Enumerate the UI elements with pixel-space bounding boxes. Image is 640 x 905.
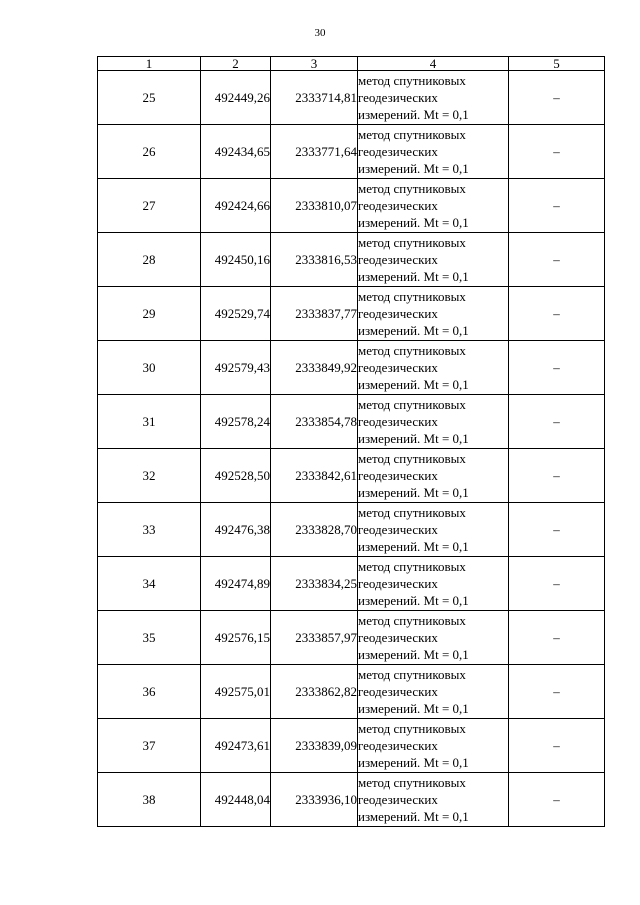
x-coordinate-cell: 492529,74 [201, 287, 271, 341]
note-cell: – [509, 125, 605, 179]
header-col-1: 1 [98, 57, 201, 71]
method-line: геодезических [358, 306, 438, 321]
method-cell [358, 611, 509, 665]
method-line: измерений. Mt = 0,1 [358, 431, 469, 446]
method-line: метод спутниковых [358, 775, 466, 790]
method-line: геодезических [358, 252, 438, 267]
method-line: измерений. Mt = 0,1 [358, 755, 469, 770]
method-line: метод спутниковых [358, 721, 466, 736]
method-line: геодезических [358, 630, 438, 645]
y-coordinate-cell: 2333810,07 [271, 179, 358, 233]
point-number-cell: 28 [98, 233, 201, 287]
table-row [98, 395, 605, 449]
method-cell [358, 719, 509, 773]
x-coordinate-cell: 492473,61 [201, 719, 271, 773]
y-coordinate-cell: 2333936,10 [271, 773, 358, 827]
note-cell: – [509, 395, 605, 449]
note-cell: – [509, 557, 605, 611]
header-col-5: 5 [509, 57, 605, 71]
method-line: измерений. Mt = 0,1 [358, 485, 469, 500]
table-row [98, 71, 605, 125]
method-line: метод спутниковых [358, 235, 466, 250]
x-coordinate-cell: 492575,01 [201, 665, 271, 719]
table-row [98, 665, 605, 719]
method-line: метод спутниковых [358, 451, 466, 466]
method-line: геодезических [358, 468, 438, 483]
method-cell [358, 233, 509, 287]
method-cell [358, 665, 509, 719]
method-line: измерений. Mt = 0,1 [358, 647, 469, 662]
note-cell: – [509, 719, 605, 773]
y-coordinate-cell: 2333816,53 [271, 233, 358, 287]
header-col-3: 3 [271, 57, 358, 71]
x-coordinate-cell: 492528,50 [201, 449, 271, 503]
method-line: метод спутниковых [358, 559, 466, 574]
point-number-cell: 27 [98, 179, 201, 233]
header-col-4: 4 [358, 57, 509, 71]
point-number-cell: 29 [98, 287, 201, 341]
note-cell: – [509, 449, 605, 503]
method-cell [358, 287, 509, 341]
point-number-cell: 25 [98, 71, 201, 125]
table-row [98, 125, 605, 179]
x-coordinate-cell: 492450,16 [201, 233, 271, 287]
method-cell [358, 449, 509, 503]
note-cell: – [509, 503, 605, 557]
note-cell: – [509, 71, 605, 125]
note-cell: – [509, 233, 605, 287]
method-line: метод спутниковых [358, 181, 466, 196]
table-row [98, 287, 605, 341]
method-cell [358, 503, 509, 557]
note-cell: – [509, 287, 605, 341]
method-cell [358, 773, 509, 827]
table-row [98, 557, 605, 611]
method-line: измерений. Mt = 0,1 [358, 323, 469, 338]
method-line: измерений. Mt = 0,1 [358, 377, 469, 392]
point-number-cell: 35 [98, 611, 201, 665]
x-coordinate-cell: 492578,24 [201, 395, 271, 449]
method-line: геодезических [358, 522, 438, 537]
y-coordinate-cell: 2333839,09 [271, 719, 358, 773]
table-row [98, 719, 605, 773]
point-number-cell: 26 [98, 125, 201, 179]
point-number-cell: 37 [98, 719, 201, 773]
y-coordinate-cell: 2333862,82 [271, 665, 358, 719]
table-row [98, 179, 605, 233]
point-number-cell: 32 [98, 449, 201, 503]
y-coordinate-cell: 2333837,77 [271, 287, 358, 341]
method-line: геодезических [358, 576, 438, 591]
note-cell: – [509, 773, 605, 827]
x-coordinate-cell: 492448,04 [201, 773, 271, 827]
method-line: геодезических [358, 90, 438, 105]
header-col-2: 2 [201, 57, 271, 71]
point-number-cell: 31 [98, 395, 201, 449]
note-cell: – [509, 665, 605, 719]
method-line: метод спутниковых [358, 343, 466, 358]
method-line: измерений. Mt = 0,1 [358, 701, 469, 716]
method-cell [358, 341, 509, 395]
method-line: измерений. Mt = 0,1 [358, 161, 469, 176]
method-line: измерений. Mt = 0,1 [358, 269, 469, 284]
table-row [98, 449, 605, 503]
y-coordinate-cell: 2333842,61 [271, 449, 358, 503]
note-cell: – [509, 341, 605, 395]
method-line: геодезических [358, 414, 438, 429]
point-number-cell: 30 [98, 341, 201, 395]
method-line: геодезических [358, 144, 438, 159]
table-row [98, 611, 605, 665]
method-line: геодезических [358, 360, 438, 375]
method-line: метод спутниковых [358, 667, 466, 682]
method-cell [358, 557, 509, 611]
point-number-cell: 36 [98, 665, 201, 719]
note-cell: – [509, 179, 605, 233]
table-row [98, 773, 605, 827]
table-row [98, 503, 605, 557]
method-line: измерений. Mt = 0,1 [358, 593, 469, 608]
method-cell [358, 125, 509, 179]
method-line: геодезических [358, 198, 438, 213]
method-line: геодезических [358, 792, 438, 807]
method-line: измерений. Mt = 0,1 [358, 539, 469, 554]
note-cell: – [509, 611, 605, 665]
page-number: 30 [314, 27, 326, 39]
method-cell [358, 179, 509, 233]
y-coordinate-cell: 2333849,92 [271, 341, 358, 395]
method-line: измерений. Mt = 0,1 [358, 107, 469, 122]
method-line: метод спутниковых [358, 289, 466, 304]
y-coordinate-cell: 2333857,97 [271, 611, 358, 665]
x-coordinate-cell: 492434,65 [201, 125, 271, 179]
method-line: метод спутниковых [358, 127, 466, 142]
method-line: измерений. Mt = 0,1 [358, 215, 469, 230]
point-number-cell: 33 [98, 503, 201, 557]
x-coordinate-cell: 492579,43 [201, 341, 271, 395]
method-line: измерений. Mt = 0,1 [358, 809, 469, 824]
x-coordinate-cell: 492576,15 [201, 611, 271, 665]
y-coordinate-cell: 2333828,70 [271, 503, 358, 557]
x-coordinate-cell: 492424,66 [201, 179, 271, 233]
method-line: метод спутниковых [358, 73, 466, 88]
table-header [98, 57, 605, 71]
method-cell [358, 395, 509, 449]
point-number-cell: 38 [98, 773, 201, 827]
point-number-cell: 34 [98, 557, 201, 611]
coordinates-table [97, 56, 605, 827]
y-coordinate-cell: 2333854,78 [271, 395, 358, 449]
method-line: метод спутниковых [358, 613, 466, 628]
method-line: геодезических [358, 738, 438, 753]
method-line: метод спутниковых [358, 505, 466, 520]
method-line: метод спутниковых [358, 397, 466, 412]
header-row [98, 57, 605, 71]
x-coordinate-cell: 492474,89 [201, 557, 271, 611]
method-line: геодезических [358, 684, 438, 699]
y-coordinate-cell: 2333714,81 [271, 71, 358, 125]
x-coordinate-cell: 492476,38 [201, 503, 271, 557]
table-body [98, 71, 605, 827]
x-coordinate-cell: 492449,26 [201, 71, 271, 125]
table-row [98, 341, 605, 395]
table-row [98, 233, 605, 287]
y-coordinate-cell: 2333771,64 [271, 125, 358, 179]
y-coordinate-cell: 2333834,25 [271, 557, 358, 611]
method-cell [358, 71, 509, 125]
